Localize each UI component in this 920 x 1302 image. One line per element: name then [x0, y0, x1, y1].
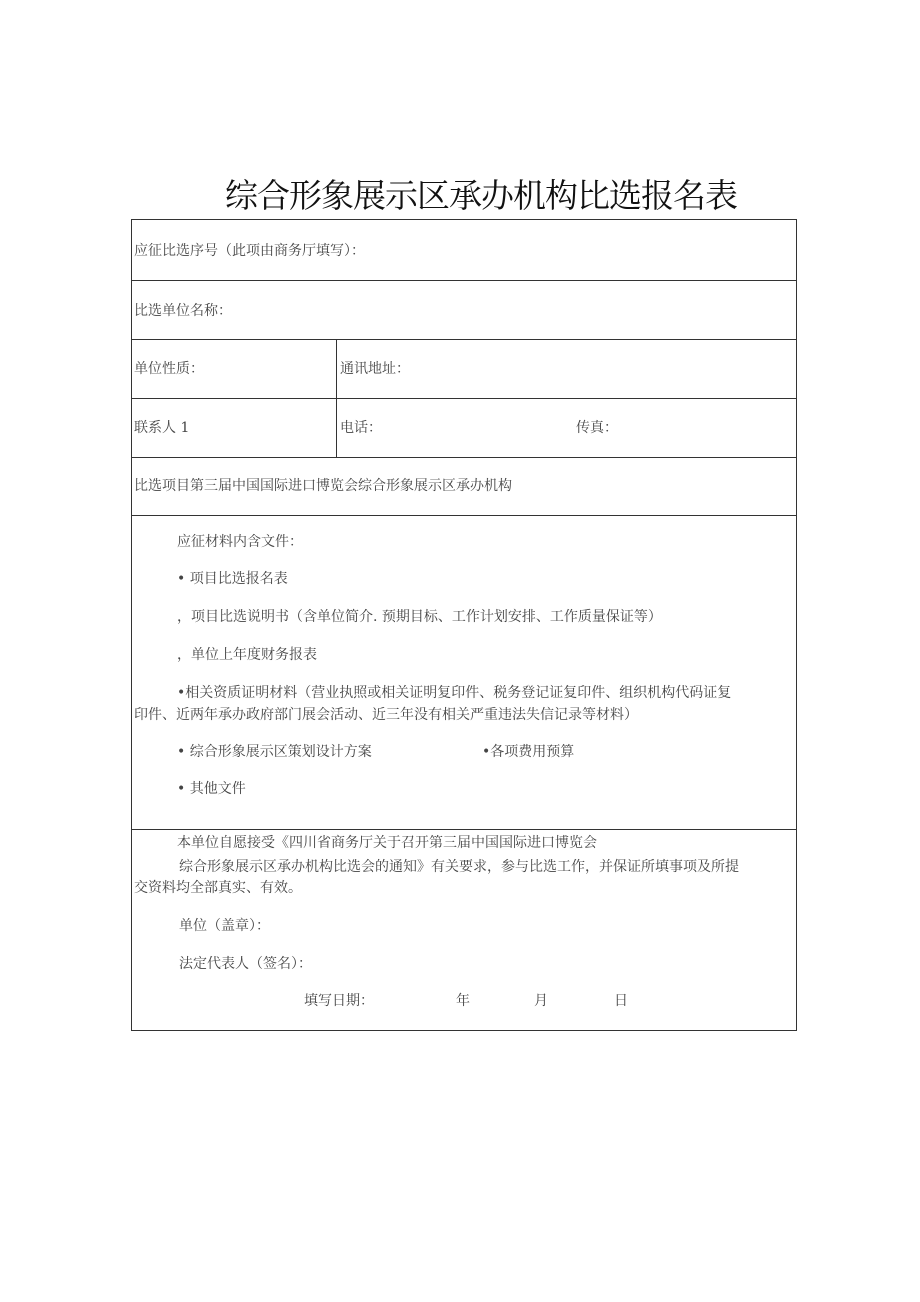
material-item: ，项目比选说明书（含单位简介. 预期目标、工作计划安排、工作质量保证等） — [177, 609, 662, 625]
fill-date-label: 填写日期： — [304, 993, 374, 1009]
row-nature-address — [132, 340, 796, 399]
declaration-text: 综合形象展示区承办机构比选会的通知》有关要求，参与比选工作，并保证所填事项及所提 — [179, 859, 739, 875]
material-item: •相关资质证明材料（营业执照或相关证明复印件、税务登记证复印件、组织机构代码证复 — [177, 685, 732, 701]
project-label: 比选项目第三届中国国际进口博览会综合形象展示区承办机构 — [134, 478, 512, 494]
declaration-text: 交资料均全部真实、有效。 — [134, 880, 302, 896]
row-declaration — [132, 830, 796, 1030]
registration-form-table — [131, 219, 797, 1031]
material-item: • 综合形象展示区策划设计方案 — [177, 744, 372, 760]
address-label: 通讯地址： — [340, 361, 410, 377]
phone-label: 电话： — [340, 420, 382, 436]
unit-nature-label: 单位性质： — [134, 361, 204, 377]
serial-number-label: 应征比选序号（此项由商务厅填写）： — [134, 243, 365, 259]
materials-heading: 应征材料内含文件： — [177, 534, 303, 550]
column-divider — [336, 340, 337, 398]
material-item: •各项费用预算 — [482, 744, 575, 760]
row-contact — [132, 399, 796, 458]
material-item: • 其他文件 — [177, 781, 246, 797]
row-project — [132, 458, 796, 516]
material-item: • 项目比选报名表 — [177, 571, 288, 587]
row-serial-number — [132, 220, 796, 281]
seal-label: 单位（盖章）： — [179, 918, 270, 934]
column-divider — [336, 399, 337, 457]
material-item: ，单位上年度财务报表 — [177, 647, 317, 663]
date-day-label: 日 — [614, 993, 628, 1009]
row-unit-name — [132, 281, 796, 340]
row-materials — [132, 516, 796, 830]
fax-label: 传真： — [576, 420, 618, 436]
declaration-text: 本单位自愿接受《四川省商务厅关于召开第三届中国国际进口博览会 — [177, 835, 597, 851]
unit-name-label: 比选单位名称： — [134, 303, 232, 319]
material-item-continued: 印件、近两年承办政府部门展会活动、近三年没有相关严重违法失信记录等材料） — [134, 707, 638, 723]
date-month-label: 月 — [534, 993, 548, 1009]
legal-representative-label: 法定代表人（签名）： — [179, 956, 312, 972]
form-title: 综合形象展示区承办机构比选报名表 — [225, 176, 737, 215]
date-year-label: 年 — [456, 993, 470, 1009]
contact-label: 联系人 1 — [134, 420, 190, 436]
